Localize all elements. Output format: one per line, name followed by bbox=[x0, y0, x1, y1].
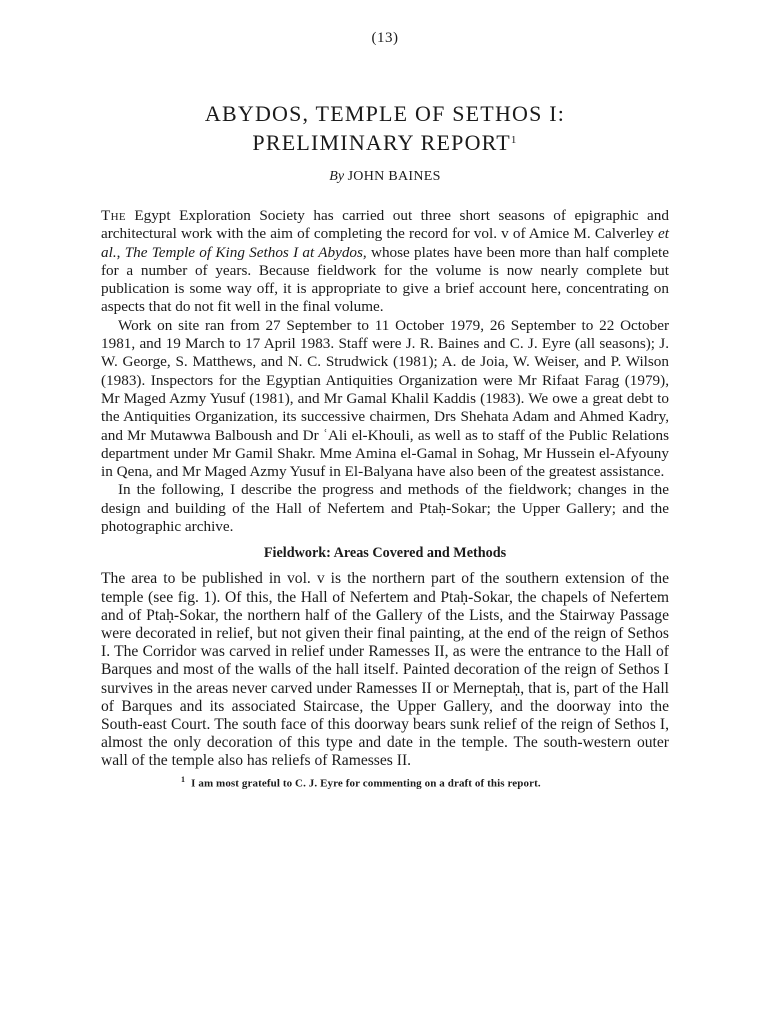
section-paragraph-1: The area to be published in vol. v is the northern part of the southern extension of the temple (see fig. 1). Of this, the Hall of Nefertem and Ptaḥ-Sokar, the chapels of Nefertem and of Ptaḥ-Sokar, the northern half of the Gallery of the Lists, and the Stairway Passage were decorated in relief, but not given their final painting, at the end of the reign of Sethos I. The Corridor was carved in relief under Ramesses II, as were the entrance to the Hall of Barques and most of the walls of the hall itself. Painted decoration of the reign of Sethos I survives in the areas never carved under Ramesses II or Merneptaḥ, that is, part of the Hall of Barques and its associated Staircase, the Upper Gallery, and the doorway into the South-east Court. The south face of this doorway bears sunk relief of the reign of Sethos I, almost the only decoration of this type and date in the temple. The south-western outer wall of the temple also has reliefs of Ramesses II. bbox=[101, 570, 669, 770]
byline-by: By bbox=[329, 169, 345, 184]
byline-author: JOHN BAINES bbox=[347, 169, 441, 184]
intro-paragraph-3: In the following, I describe the progress and methods of the fieldwork; changes in the design and building of the Hall of Nefertem and Ptaḥ-Sokar; the Upper Gallery; and the photographic archive. bbox=[101, 481, 669, 536]
intro-p1-etal: et al. bbox=[101, 225, 669, 261]
intro-p1-text-a: Egypt Exploration Society has carried out three short seasons of epigraphic and architectural work with the aim of completing the record for vol. v of Amice M. Calverley bbox=[101, 207, 669, 243]
intro-paragraph-1 bbox=[101, 207, 669, 317]
intro-p1-text-b: , bbox=[116, 243, 125, 261]
intro-p1-text-c: , whose plates have been more than half complete for a number of years. Because fieldwork for the volume is now nearly complete but publication is some way off, it is appropriate to give a brief account here, concentrating on aspects that do not fit well in the final volume. bbox=[101, 243, 670, 316]
dropcap-word: The bbox=[101, 207, 126, 224]
byline bbox=[101, 169, 669, 185]
title-line-1: ABYDOS, TEMPLE OF SETHOS I: bbox=[204, 101, 566, 126]
title-footnote-mark: 1 bbox=[510, 134, 518, 146]
page-number: (13) bbox=[371, 30, 399, 46]
footnote-mark: 1 bbox=[181, 774, 186, 784]
title-line-2: PRELIMINARY REPORT bbox=[252, 130, 511, 155]
footnote-text: I am most grateful to C. J. Eyre for commenting on a draft of this report. bbox=[191, 777, 541, 790]
section-heading: Fieldwork: Areas Covered and Methods bbox=[263, 545, 507, 562]
footnote bbox=[181, 775, 669, 790]
intro-paragraph-2: Work on site ran from 27 September to 11 October 1979, 26 September to 22 October 1981, and 19 March to 17 April 1983. Staff were J. R. Baines and C. J. Eyre (all seasons); J. W. George, S. Matthews, and N. C. Strudwick (1981); A. de Joia, W. Weiser, and P. Wilson (1983). Inspectors for the Egyptian Antiquities Organization were Mr Rifaat Farag (1979), Mr Maged Azmy Yusuf (1981), and Mr Gamal Khalil Kaddis (1983). We owe a great debt to the Antiquities Organization, its successive chairmen, Drs Shehata Adam and Ahmed Kadry, and Mr Mutawwa Balboush and Dr ʿAli el-Khouli, as well as to staff of the Public Relations department under Mr Gamil Shakr. Mme Amina el-Gamal in Sohag, Mr Hussein el-Afyouny in Qena, and Mr Maged Azmy Yusuf in El-Balyana have also been of the greatest assistance. bbox=[101, 316, 669, 481]
journal-page bbox=[101, 30, 669, 789]
intro-p1-book-title: The Temple of King Sethos I at Abydos bbox=[124, 243, 363, 261]
article-title bbox=[101, 99, 669, 157]
